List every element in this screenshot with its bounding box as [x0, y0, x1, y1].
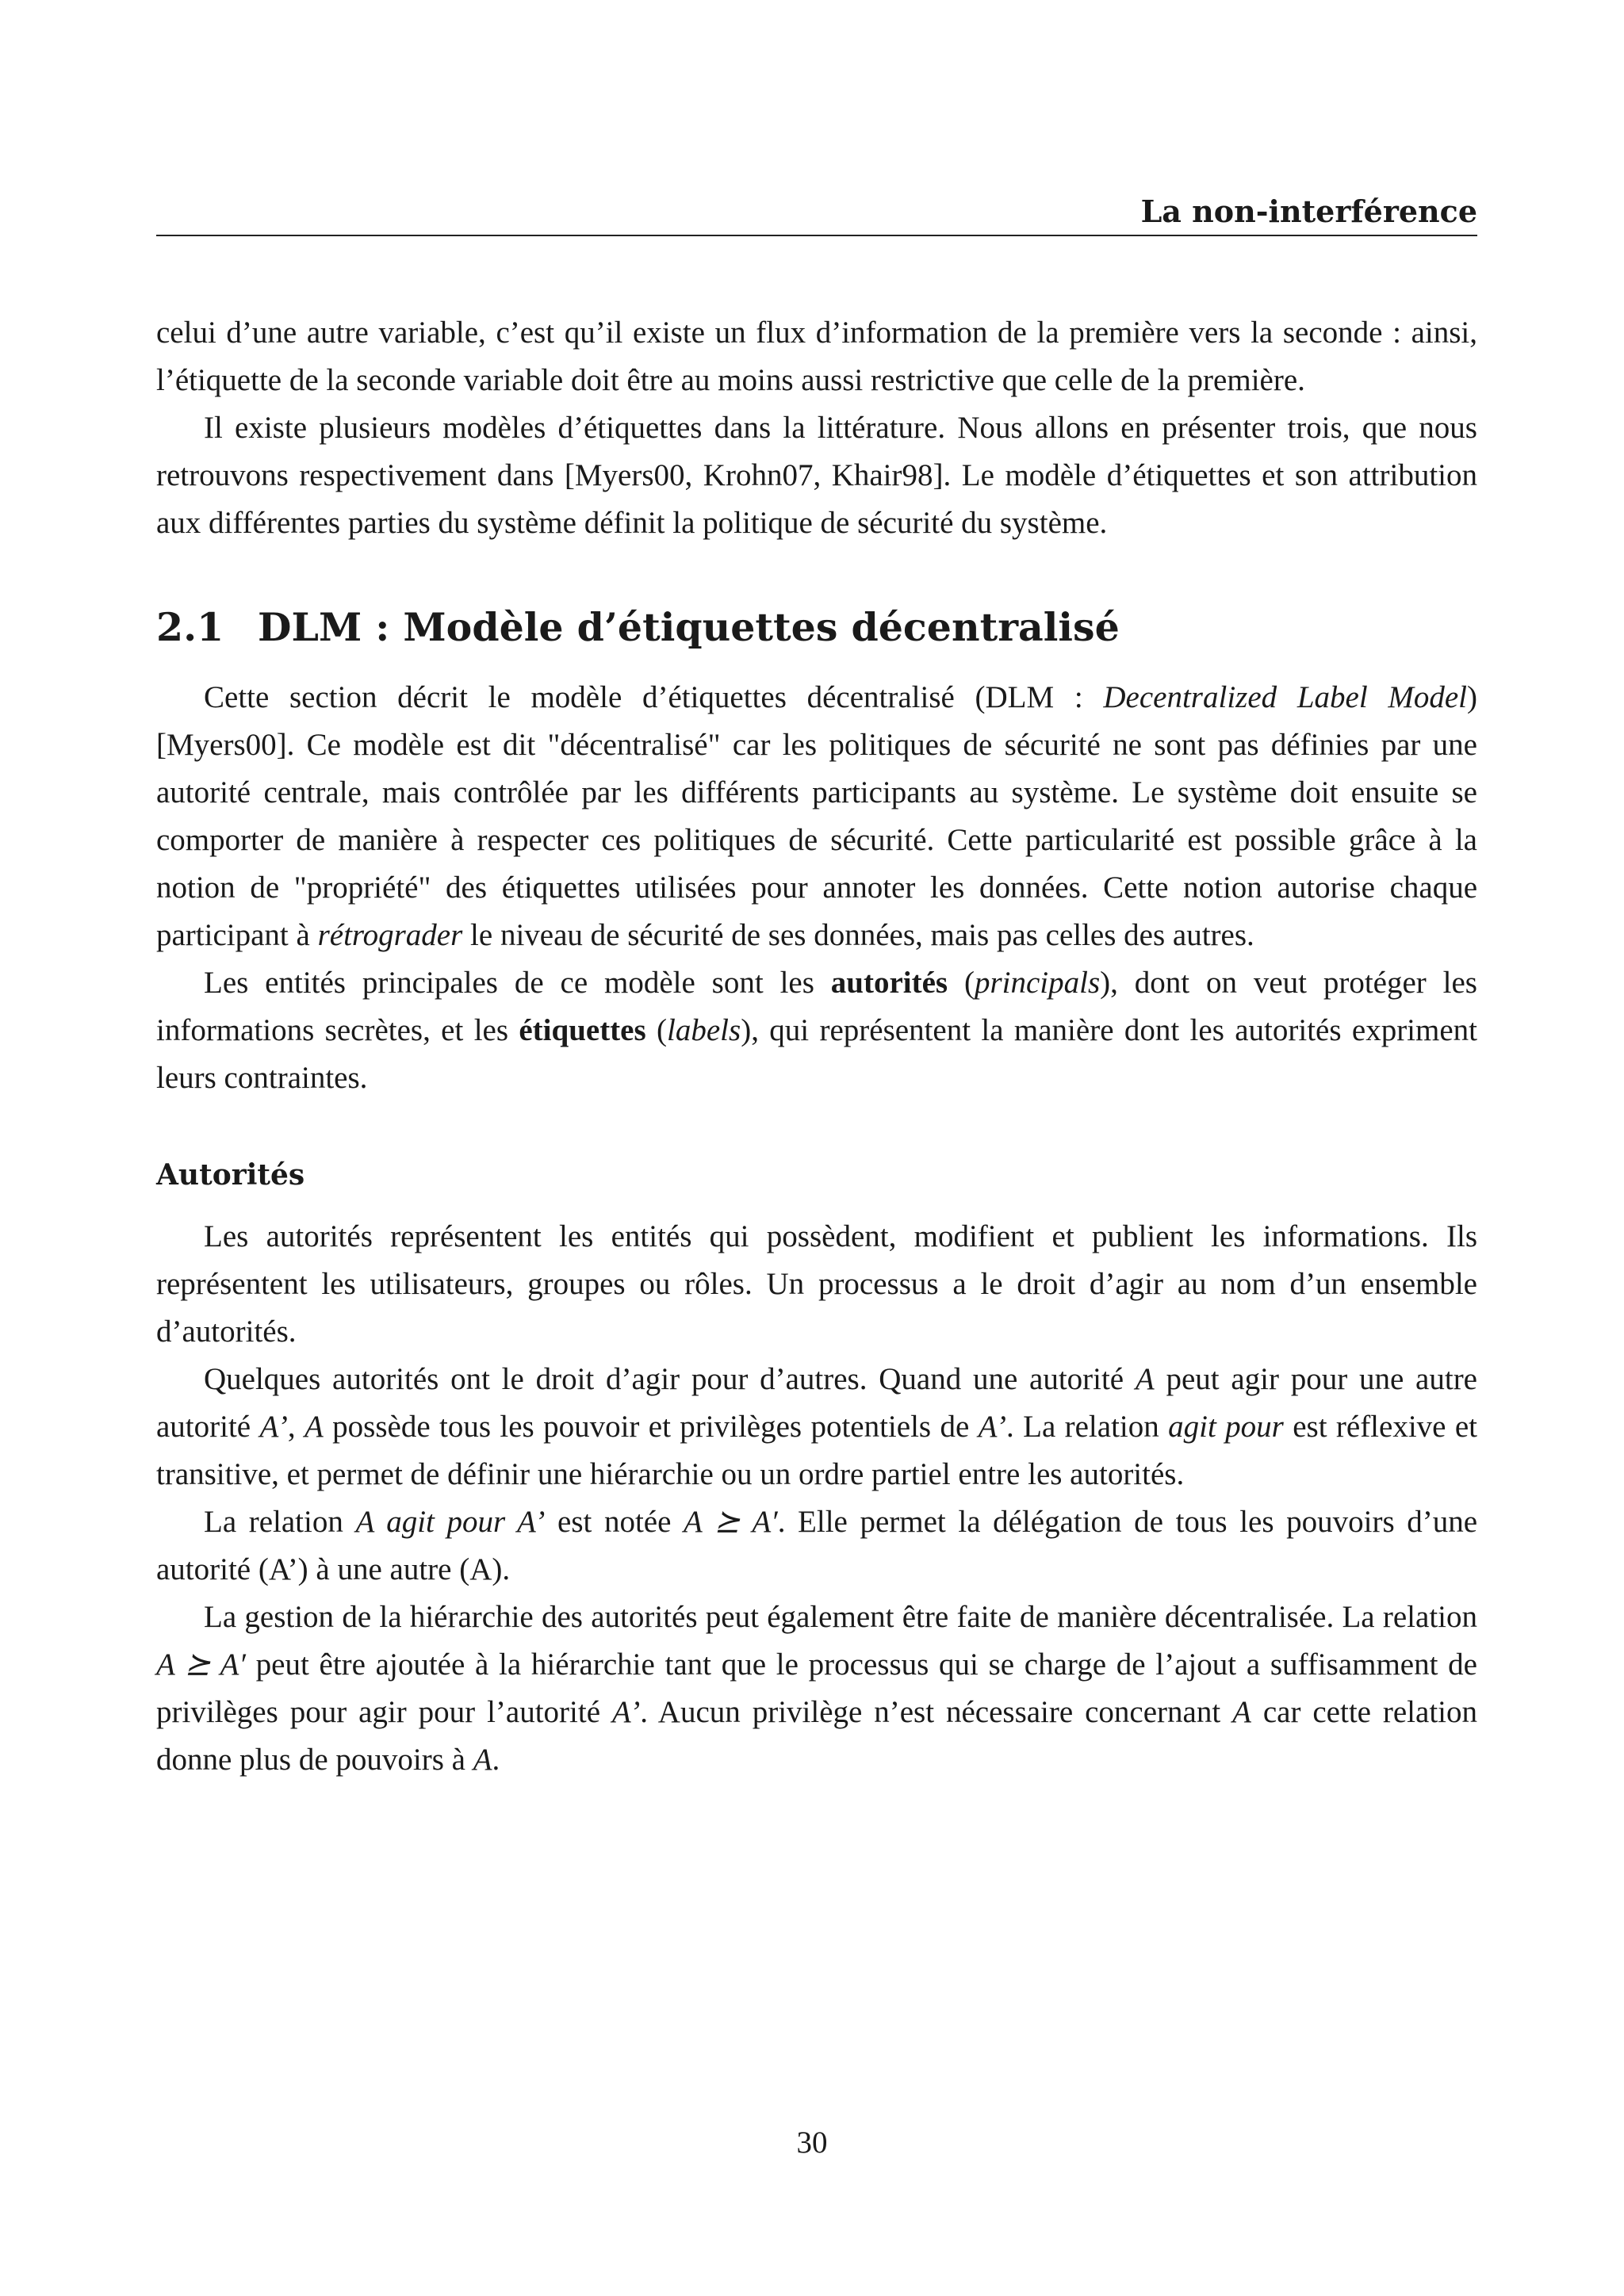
emphasis: principals — [974, 966, 1101, 1000]
subsection-paragraph-1: Les autorités représentent les entités qui possèdent, modifient et publient les informations. Ils représentent les utilisateurs, groupes ou rôles. Un processus a le droit d’agir au nom d’un ensemble d’autorités. — [156, 1219, 1477, 1349]
math: A’ — [978, 1410, 1007, 1444]
emphasis: Decentralized Label Model — [1103, 680, 1467, 714]
section-heading — [156, 599, 1477, 655]
text-run: est notée — [545, 1505, 684, 1539]
emphasis: A agit pour A’ — [355, 1505, 546, 1539]
text-run: possède tous les pouvoir et privilèges potentiels de — [323, 1410, 979, 1444]
running-title: La non-interférence — [1140, 193, 1477, 229]
math-relation: A ⪰ A′ — [156, 1647, 246, 1682]
text-run: peut agir pour une autre autorité — [156, 1362, 1477, 1444]
text-run: ), dont on veut protéger les informations secrètes, et les — [156, 966, 1477, 1047]
text-run: car cette relation donne plus de pouvoirs à — [156, 1695, 1477, 1777]
bold-term: étiquettes — [519, 1013, 646, 1047]
text-run: ( — [645, 1013, 668, 1047]
section-number: 2.1 — [156, 604, 224, 650]
math-relation: A ⪰ A′ — [684, 1505, 778, 1539]
subsection-heading: Autorités — [156, 1158, 305, 1192]
math: A’ — [259, 1410, 288, 1444]
text-run: peut être ajoutée à la hiérarchie tant que le processus qui se charge de l’ajout a suffisamment de privilèges pour agir pour l’autorité — [156, 1647, 1477, 1729]
text-run: . Elle permet la délégation de tous les pouvoirs d’une autorité (A’) à une autre (A). — [156, 1505, 1478, 1586]
text-run: le niveau de sécurité de ses données, mais pas celles des autres. — [462, 918, 1254, 952]
math: A — [473, 1743, 492, 1777]
text-run: La relation — [204, 1505, 356, 1539]
math: A — [1135, 1362, 1155, 1396]
subsection-paragraph-4 — [156, 1594, 1477, 1784]
text-run: ) [Myers00]. Ce modèle est dit "décentralisé" car les politiques de sécurité ne sont pas définies par une autorité centrale, mais contrôlée par les différents participants au système. Le système doit ensuite se comporter de manière à respecter ces politiques de sécurité. Cette particularité est possible grâce à la notion de "propriété" des étiquettes utilisées pour annoter les données. Cette notion autorise chaque participant à — [156, 680, 1477, 952]
section-paragraph-1 — [156, 674, 1477, 959]
intro-paragraph-2: Il existe plusieurs modèles d’étiquettes dans la littérature. Nous allons en présenter trois, que nous retrouvons respectivement dans [Myers00, Krohn07, Khair98]. Le modèle d’étiquettes et son attribution aux différentes parties du système définit la politique de sécurité du système. — [156, 411, 1477, 540]
body-text — [156, 309, 1477, 1784]
emphasis: agit pour — [1168, 1410, 1284, 1444]
math: A — [304, 1410, 324, 1444]
text-run: Quelques autorités ont le droit d’agir pour d’autres. Quand une autorité — [204, 1362, 1136, 1396]
math: A’ — [611, 1695, 641, 1729]
emphasis: labels — [667, 1013, 741, 1047]
text-run: est réflexive et transitive, et permet de définir une hiérarchie ou un ordre partiel entre les autorités. — [156, 1410, 1477, 1491]
section-paragraph-2 — [156, 959, 1477, 1102]
math: A — [1232, 1695, 1251, 1729]
subsection-paragraph-3 — [156, 1498, 1477, 1594]
text-run: . Aucun privilège n’est nécessaire concernant — [640, 1695, 1233, 1729]
section-title: DLM : Modèle d’étiquettes décentralisé — [258, 604, 1120, 650]
emphasis: rétrograder — [317, 918, 463, 952]
subsection-paragraph-2 — [156, 1356, 1477, 1498]
text-run: . La relation — [1006, 1410, 1169, 1444]
text-run: . — [492, 1743, 500, 1777]
text-run: ( — [948, 966, 975, 1000]
text-run: ), qui représentent la manière dont les autorités expriment leurs contraintes. — [156, 1013, 1477, 1095]
text-run: La gestion de la hiérarchie des autorités peut également être faite de manière décentralisée. La relation — [204, 1600, 1477, 1634]
page-number: 30 — [796, 2126, 828, 2160]
running-header — [156, 187, 1477, 236]
bold-term: autorités — [830, 966, 948, 1000]
intro-paragraph-1: celui d’une autre variable, c’est qu’il existe un flux d’information de la première vers la seconde : ainsi, l’étiquette de la seconde variable doit être au moins aussi restrictive que celle de la première. — [156, 316, 1477, 397]
text-run: Les entités principales de ce modèle sont les — [204, 966, 831, 1000]
text-run: , — [287, 1410, 304, 1444]
text-run: Cette section décrit le modèle d’étiquettes décentralisé (DLM : — [204, 680, 1104, 714]
